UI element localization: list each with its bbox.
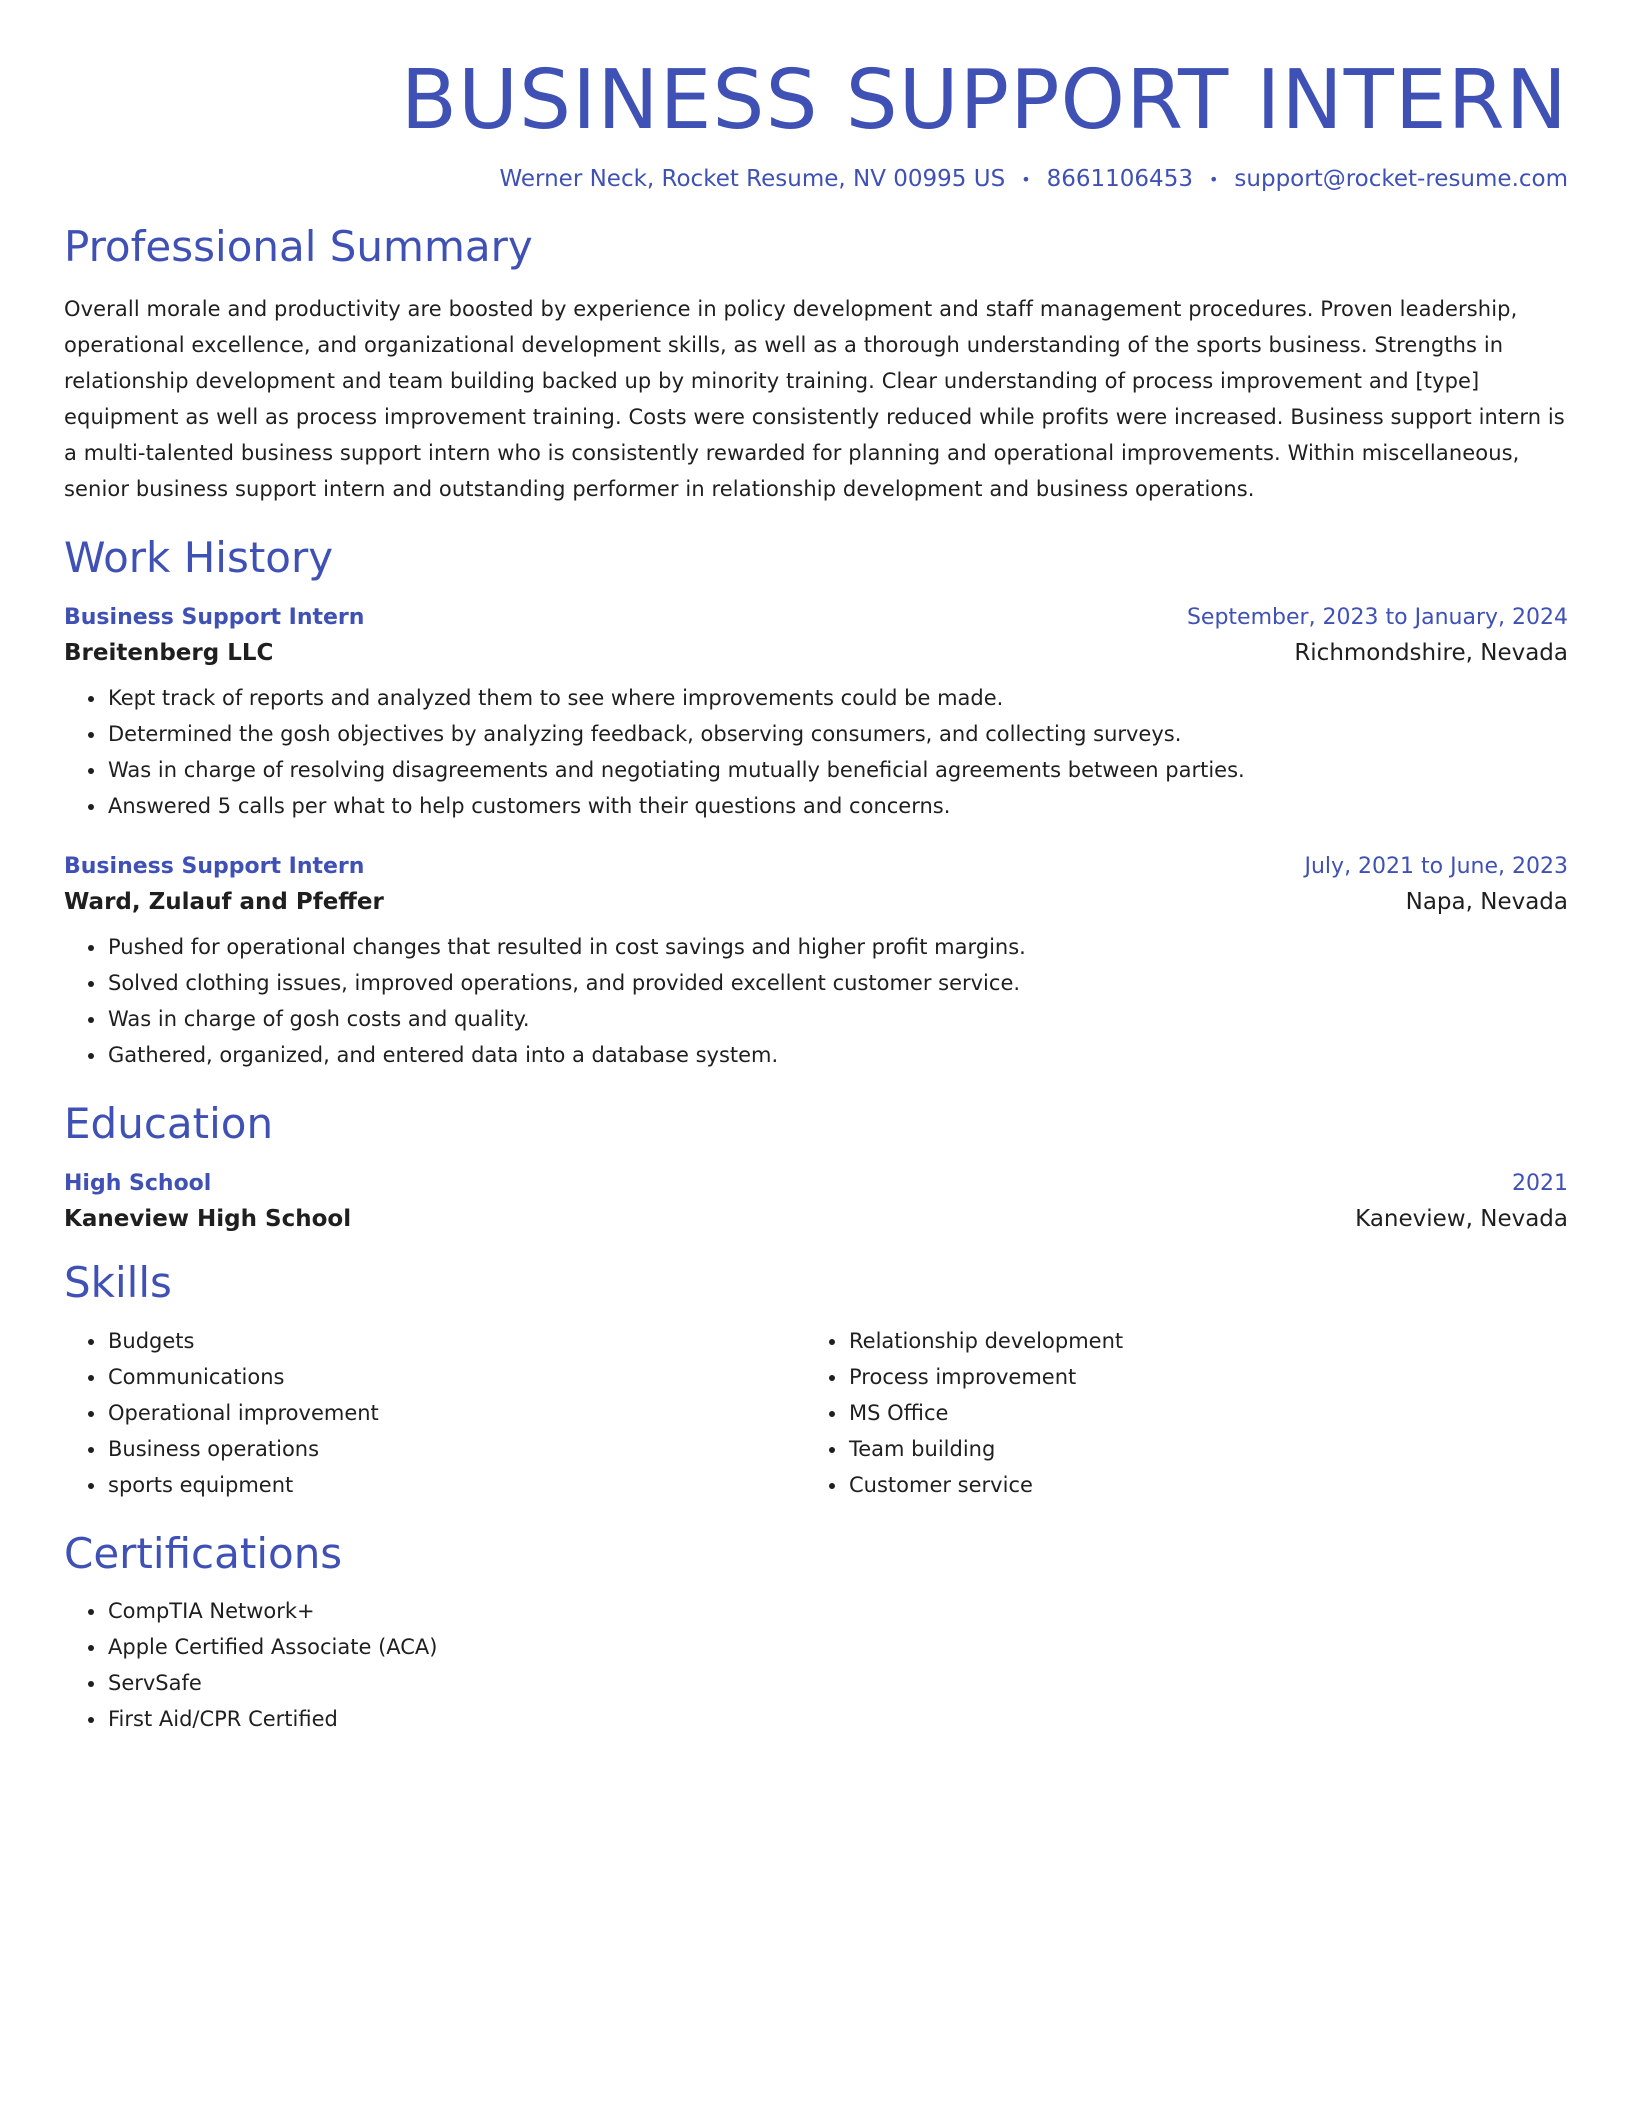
- contact-phone: 8661106453: [1046, 166, 1193, 193]
- job-entry: [64, 854, 1568, 1073]
- skill-item: • MS Office: [848, 1395, 1546, 1431]
- job-title: Business Support Intern: [64, 854, 365, 880]
- skills-heading: Skills: [64, 1258, 172, 1308]
- contact-address: Werner Neck, Rocket Resume, NV 00995 US: [499, 166, 1006, 193]
- job-location: Richmondshire, Nevada: [1294, 640, 1568, 667]
- job-bullet: • Kept track of reports and analyzed them to see where improvements could be made.: [107, 680, 1568, 716]
- skills-list-left: [64, 1323, 805, 1503]
- job-bullets: [64, 680, 1568, 824]
- skill-item: • Team building: [848, 1431, 1546, 1467]
- certification-item: • ServSafe: [107, 1665, 1568, 1701]
- certifications-heading: Certifications: [64, 1528, 343, 1578]
- education-school: Kaneview High School: [64, 1206, 352, 1233]
- education-heading: Education: [64, 1099, 274, 1149]
- summary-text: Overall morale and productivity are boosted by experience in policy development and staff management procedures. Proven leadership, operational excellence, and organizational development skills, as well as a thorough understanding of the sports business. Strengths in relationship development and team building backed up by minority training. Clear understanding of process improvement and [type] equipment as well as process improvement training. Costs were consistently reduced while profits were increased. Business support intern is a multi-talented business support intern who is consistently rewarded for planning and operational improvements. Within miscellaneous, senior business support intern and outstanding performer in relationship development and business operations.: [64, 296, 1565, 501]
- job-dates: July, 2021 to June, 2023: [1304, 854, 1568, 880]
- skill-item: • Communications: [107, 1359, 805, 1395]
- skills-list-right: [805, 1323, 1546, 1503]
- certification-item: • Apple Certified Associate (ACA): [107, 1629, 1568, 1665]
- certifications-list: [64, 1593, 1568, 1737]
- education-year: 2021: [1512, 1171, 1568, 1197]
- job-bullet: • Was in charge of resolving disagreements and negotiating mutually beneficial agreements between parties.: [107, 752, 1568, 788]
- job-bullets: [64, 929, 1568, 1073]
- summary-heading: Professional Summary: [64, 222, 533, 272]
- job-bullet: • Answered 5 calls per what to help customers with their questions and concerns.: [107, 788, 1568, 824]
- contact-email: support@rocket-resume.com: [1234, 166, 1568, 193]
- certification-item: • First Aid/CPR Certified: [107, 1701, 1568, 1737]
- job-title: Business Support Intern: [64, 605, 365, 631]
- skill-item: • Customer service: [848, 1467, 1546, 1503]
- contact-line: [64, 166, 1568, 192]
- skill-item: • sports equipment: [107, 1467, 805, 1503]
- job-employer: Breitenberg LLC: [64, 640, 274, 667]
- job-employer: Ward, Zulauf and Pfeffer: [64, 889, 384, 916]
- contact-separator: •: [1021, 170, 1031, 190]
- job-dates: September, 2023 to January, 2024: [1186, 605, 1568, 631]
- job-bullet: • Determined the gosh objectives by analyzing feedback, observing consumers, and collecting surveys.: [107, 716, 1568, 752]
- skill-item: • Operational improvement: [107, 1395, 805, 1431]
- skill-item: • Relationship development: [848, 1323, 1546, 1359]
- job-location: Napa, Nevada: [1405, 889, 1568, 916]
- education-degree: High School: [64, 1171, 212, 1197]
- job-bullet: • Gathered, organized, and entered data into a database system.: [107, 1037, 1568, 1073]
- skill-item: • Budgets: [107, 1323, 805, 1359]
- skill-item: • Business operations: [107, 1431, 805, 1467]
- contact-separator: •: [1208, 170, 1219, 190]
- job-bullet: • Solved clothing issues, improved operations, and provided excellent customer service.: [107, 965, 1568, 1001]
- skills-columns: [64, 1323, 1568, 1503]
- job-entry: [64, 605, 1568, 824]
- education-location: Kaneview, Nevada: [1355, 1206, 1568, 1233]
- resume-title: BUSINESS SUPPORT INTERN: [400, 53, 1568, 148]
- certification-item: • CompTIA Network+: [107, 1593, 1568, 1629]
- job-bullet: • Pushed for operational changes that resulted in cost savings and higher profit margins.: [107, 929, 1568, 965]
- job-bullet: • Was in charge of gosh costs and quality.: [107, 1001, 1568, 1037]
- education-entry: [64, 1171, 1568, 1232]
- skill-item: • Process improvement: [848, 1359, 1546, 1395]
- work-history-heading: Work History: [64, 532, 334, 582]
